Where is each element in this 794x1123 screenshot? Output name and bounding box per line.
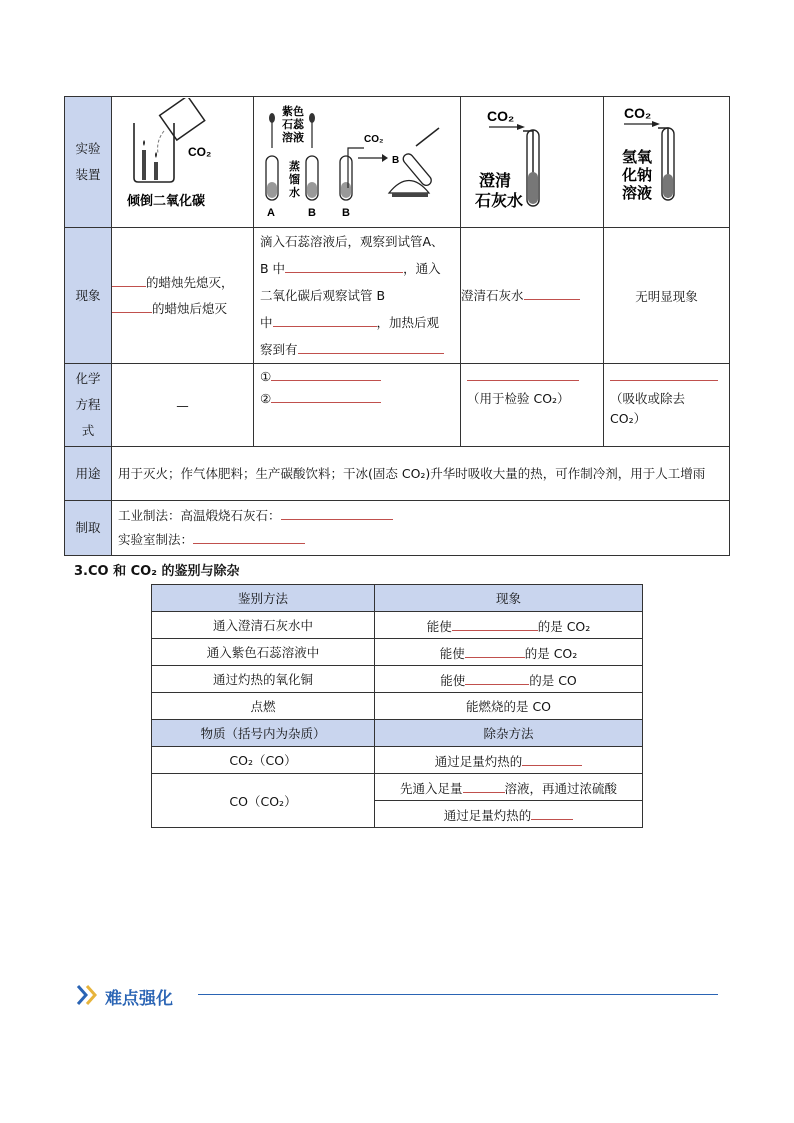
compare-table: [151, 584, 643, 828]
cmp-removal: 通过足量灼热的: [375, 801, 643, 828]
blank-make-2[interactable]: [193, 529, 305, 544]
eq-note-naoh-2: CO₂）: [610, 411, 647, 426]
pour-co2-diagram: [112, 98, 253, 227]
tube-b-label-2: B: [342, 206, 350, 219]
cmp-method: 通过灼热的氧化铜: [152, 666, 375, 693]
make-industrial: 工业制法：高温煅烧石灰石：: [118, 508, 281, 523]
co2-label-2: CO₂: [364, 133, 384, 145]
blank-cmp-6[interactable]: [531, 805, 573, 820]
litmus-text-1: 滴入石蕊溶液后，观察到试管A、: [260, 234, 444, 249]
eq-note-naoh-1: （吸收或除去: [610, 391, 686, 406]
litmus-diagram: [254, 98, 460, 227]
cmp-header-method: 鉴别方法: [152, 585, 375, 612]
tube-b-label-1: B: [308, 206, 316, 219]
apparatus-pour-co2: [112, 97, 254, 228]
blank-eq-3[interactable]: [467, 366, 579, 381]
litmus-text-5: 察到有: [260, 342, 298, 357]
cmp-method: 通入紫色石蕊溶液中: [152, 639, 375, 666]
litmus-text-4b: ，加热后观: [376, 315, 440, 330]
cmp-phenomenon: 能使 的是 CO: [375, 666, 643, 693]
litmus-label: 紫色石蕊溶液: [282, 104, 304, 144]
cmp-header-removal: 除杂方法: [375, 720, 643, 747]
blank-candle-2[interactable]: [112, 298, 152, 313]
tube-a-label: A: [267, 206, 275, 219]
blank-cmp-3[interactable]: [465, 670, 529, 685]
main-table: [64, 96, 730, 556]
phenomenon-candles: [112, 228, 254, 364]
blank-cmp-5[interactable]: [463, 778, 505, 793]
equation-naoh: [604, 364, 730, 447]
co2-label-3: CO₂: [487, 107, 515, 124]
litmus-text-2a: B 中: [260, 261, 286, 276]
eq-num-2: ②: [260, 391, 272, 406]
blank-cmp-4[interactable]: [522, 751, 582, 766]
equation-none: —: [112, 364, 254, 447]
cmp-phenomenon: 能燃烧的是 CO: [375, 693, 643, 720]
apparatus-litmus: [254, 97, 461, 228]
candle-text-2: 的蜡烛后熄灭: [152, 300, 228, 316]
apparatus-naoh: [604, 97, 730, 228]
naoh-diagram: [604, 98, 729, 227]
footer-title: 难点强化: [105, 989, 173, 1009]
candle-text-1: 的蜡烛先熄灭，: [146, 274, 234, 290]
header-apparatus: 实验 装置: [65, 97, 112, 228]
blank-make-1[interactable]: [281, 505, 393, 520]
header-phenomenon: 现象: [65, 228, 112, 364]
eq-note-limewater: （用于检验 CO₂）: [467, 391, 570, 406]
use-text: 用于灭火；作气体肥料；生产碳酸饮料；干冰(固态 CO₂)升华时吸收大量的热，可作制冷剂，用于人工增雨: [112, 447, 730, 501]
naoh-label: 氢氧化钠溶液: [622, 147, 653, 202]
blank-litmus-3[interactable]: [298, 339, 444, 354]
equation-litmus: [254, 364, 461, 447]
blank-limewater[interactable]: [524, 285, 580, 300]
limewater-text: 澄清石灰水: [461, 287, 524, 303]
cmp-header-substance: 物质（括号内为杂质）: [152, 720, 375, 747]
apparatus-limewater: [461, 97, 604, 228]
header-use: 用途: [65, 447, 112, 501]
blank-litmus-1[interactable]: [285, 258, 403, 273]
blank-eq-4[interactable]: [610, 366, 718, 381]
blank-eq-2[interactable]: [271, 388, 381, 403]
phenomenon-naoh: 无明显现象: [604, 228, 730, 364]
header-equation: 化学 方程 式: [65, 364, 112, 447]
distilled-water-label: 蒸馏水: [289, 159, 300, 199]
blank-cmp-2[interactable]: [465, 643, 525, 658]
litmus-text-3: 二氧化碳后观察试管 B: [260, 288, 386, 303]
cmp-removal: 先通入足量 溶液，再通过浓硫酸: [375, 774, 643, 801]
cmp-method: 点燃: [152, 693, 375, 720]
header-make: 制取: [65, 501, 112, 556]
co2-label-4: CO₂: [624, 104, 652, 121]
co2-label-1: CO₂: [188, 144, 212, 159]
limewater-diagram: [461, 98, 603, 227]
cmp-header-phenomenon: 现象: [375, 585, 643, 612]
cmp-substance: CO（CO₂）: [152, 774, 375, 828]
blank-candle-1[interactable]: [112, 272, 146, 287]
double-chevron-icon: [76, 984, 102, 1009]
footer-divider: [198, 994, 718, 995]
phenomenon-limewater: [461, 228, 604, 364]
section-3-title: 3.CO 和 CO₂ 的鉴别与除杂: [74, 564, 240, 579]
cmp-removal: 通过足量灼热的: [375, 747, 643, 774]
blank-cmp-1[interactable]: [452, 616, 538, 631]
phenomenon-litmus: [254, 228, 461, 364]
b-label-arrow: B: [392, 154, 400, 166]
cmp-method: 通入澄清石灰水中: [152, 612, 375, 639]
pour-co2-caption: 倾倒二氧化碳: [127, 193, 206, 209]
cmp-substance: CO₂（CO）: [152, 747, 375, 774]
litmus-text-2b: ，通入: [403, 261, 441, 276]
blank-litmus-2[interactable]: [273, 312, 377, 327]
make-text: [112, 501, 730, 556]
make-lab: 实验室制法：: [118, 532, 194, 547]
blank-eq-1[interactable]: [271, 366, 381, 381]
equation-limewater: [461, 364, 604, 447]
cmp-phenomenon: 能使 的是 CO₂: [375, 639, 643, 666]
cmp-phenomenon: 能使 的是 CO₂: [375, 612, 643, 639]
litmus-text-4a: 中: [260, 315, 273, 330]
eq-num-1: ①: [260, 369, 272, 384]
limewater-label: 澄清石灰水: [475, 170, 524, 210]
